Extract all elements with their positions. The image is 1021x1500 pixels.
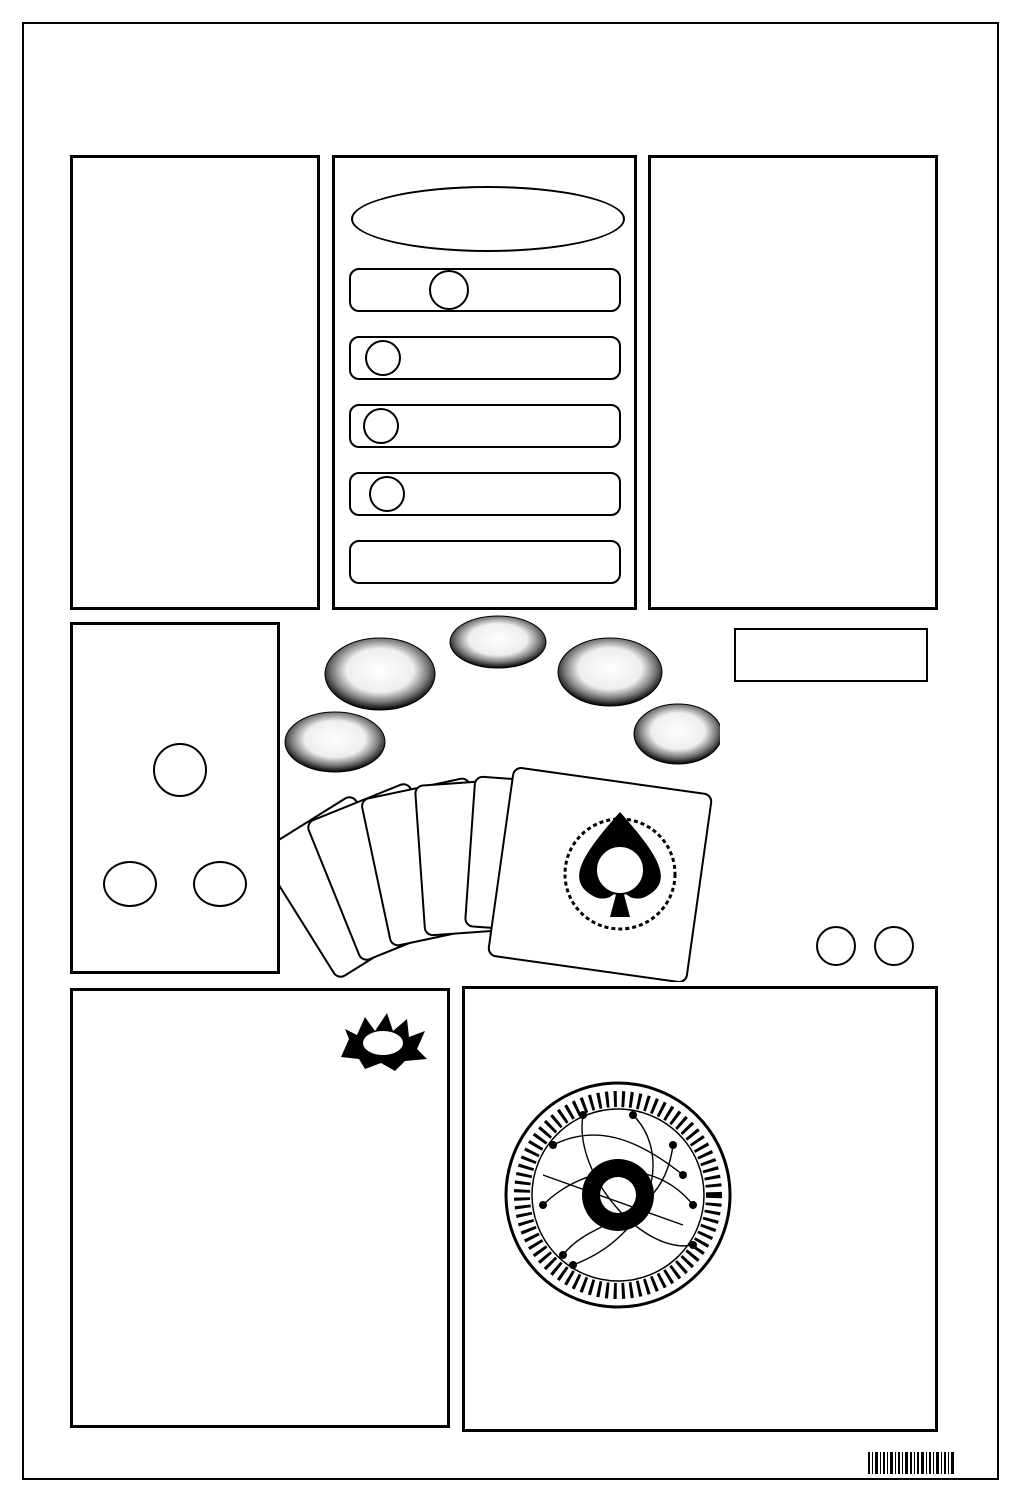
marksix-strip-right: [966, 130, 988, 1460]
poem-box: [70, 155, 320, 610]
joke-box: [70, 988, 450, 1428]
marksix-strip-top: [30, 104, 990, 126]
zeng-tuo-number-2: [193, 861, 247, 907]
joke-badge-graphic: [335, 1009, 431, 1073]
marksix-strip-left: [26, 130, 48, 1460]
horse-box: [724, 622, 938, 974]
zeng-dan-number: [153, 743, 207, 797]
barcode-graphic: [868, 1452, 956, 1474]
market-box: [332, 155, 637, 610]
joke-badge: [335, 1009, 431, 1073]
market-row-number: [365, 340, 401, 376]
wheel-provide-line: [551, 1395, 557, 1421]
horse-special-number-1: [816, 926, 856, 966]
marksix-strip-bottom: [30, 1462, 910, 1484]
mystery-box: [648, 155, 938, 610]
barcode: [868, 1452, 956, 1482]
market-row-number: [429, 270, 469, 310]
card-illustration: [280, 612, 720, 982]
card-ranks: [280, 612, 720, 982]
zeng-tuo-number-1: [103, 861, 157, 907]
market-row-4: [349, 472, 621, 516]
zeng-box: [70, 622, 280, 974]
wheel-graphic: [483, 1055, 753, 1325]
market-row-number: [369, 476, 405, 512]
horse-special-number-2: [874, 926, 914, 966]
market-row-2: [349, 336, 621, 380]
horse-title-frame: [734, 628, 928, 682]
lucky-wheel-graphic: [483, 1055, 753, 1325]
wheel-description: [725, 1073, 935, 1303]
market-title-oval: [351, 186, 625, 252]
market-row-5: [349, 540, 621, 584]
market-row-3: [349, 404, 621, 448]
market-row-number: [363, 408, 399, 444]
wheel-box: [462, 986, 938, 1432]
market-row-1: [349, 268, 621, 312]
